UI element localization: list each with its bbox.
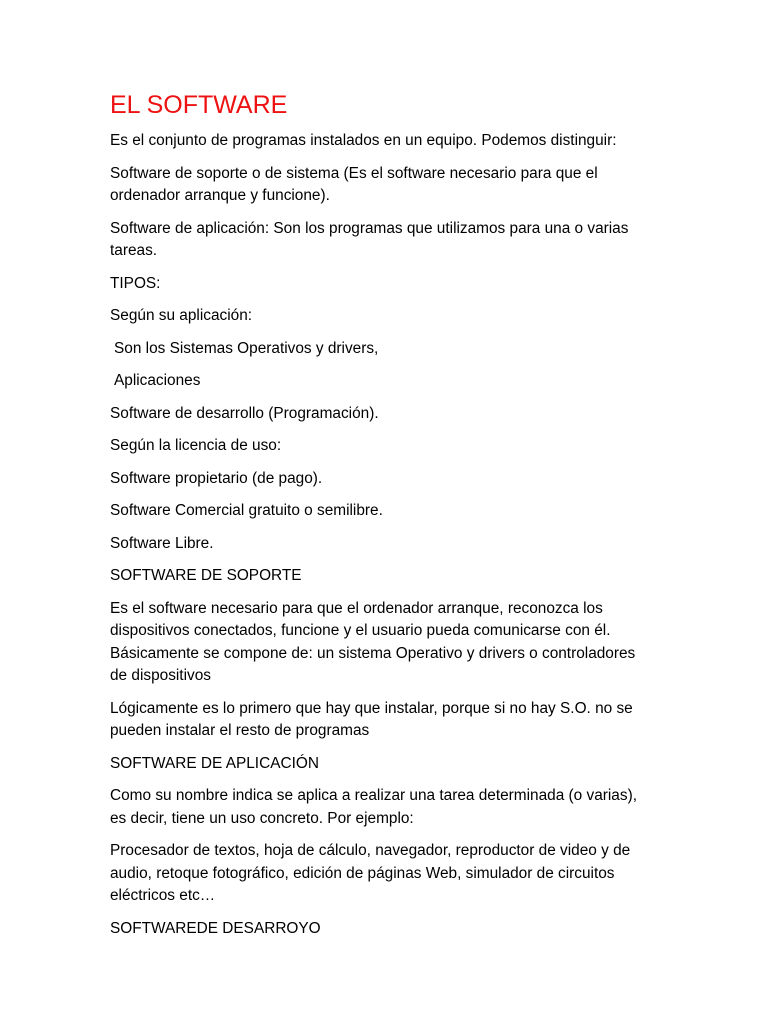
section-heading-aplicacion: SOFTWARE DE APLICACIÓN	[110, 754, 319, 772]
list-item-software-comercial: Software Comercial gratuito o semilibre.	[110, 502, 383, 519]
paragraph-soporte-instalacion: Lógicamente es lo primero que hay que instalar, porque si no hay S.O. no se pueden instalar el resto de programas	[110, 699, 633, 739]
heading-segun-licencia: Según la licencia de uso:	[110, 437, 282, 454]
paragraph-aplicacion-descripcion: Como su nombre indica se aplica a realizar una tarea determinada (o varias), es decir, tiene un uso concreto. Por ejemplo:	[110, 787, 637, 827]
list-item-software-libre: Software Libre.	[110, 534, 214, 552]
list-item-aplicaciones: Aplicaciones	[114, 372, 201, 389]
document-title: EL SOFTWARE	[110, 91, 288, 119]
list-item-software-desarrollo: Software de desarrollo (Programación).	[110, 404, 379, 422]
section-heading-soporte: SOFTWARE DE SOPORTE	[110, 567, 302, 584]
paragraph-software-aplicacion: Software de aplicación: Son los programas que utilizamos para una o varias tareas.	[110, 219, 629, 259]
heading-segun-aplicacion: Según su aplicación:	[110, 307, 253, 324]
paragraph-soporte-descripcion: Es el software necesario para que el ordenador arranque, reconozca los dispositivos conectados, funcione y el usuario pueda comunicarse con él. Básicamente se compone de: un sistema Operativo y drivers o controladores de dispositivos	[110, 599, 636, 684]
list-item-sistemas-operativos: Son los Sistemas Operativos y drivers,	[114, 339, 379, 357]
paragraph-software-soporte: Software de soporte o de sistema (Es el software necesario para que el ordenador arranque y funcione).	[110, 164, 598, 204]
list-item-software-propietario: Software propietario (de pago).	[110, 469, 323, 487]
section-heading-desarrollo: SOFTWAREDE DESARROYO	[110, 919, 321, 937]
heading-tipos: TIPOS:	[110, 274, 161, 292]
intro-paragraph: Es el conjunto de programas instalados en un equipo. Podemos distinguir:	[110, 132, 617, 149]
paragraph-aplicacion-ejemplos: Procesador de textos, hoja de cálculo, navegador, reproductor de video y de audio, retoque fotográfico, edición de páginas Web, simulador de circuitos eléctricos etc…	[110, 842, 631, 904]
document-page	[110, 88, 655, 950]
